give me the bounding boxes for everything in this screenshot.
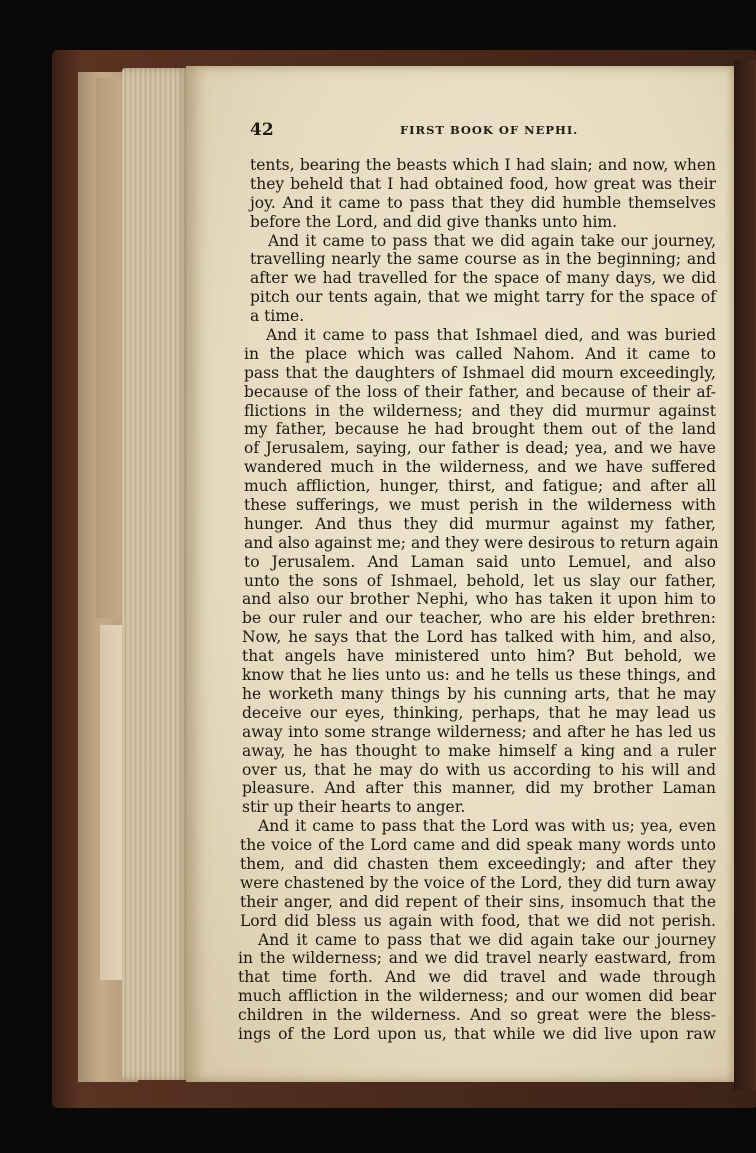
text-line: flictions in the wilderness; and they did murmur against [244, 401, 716, 420]
text-line: before the Lord, and did give thanks unto him. [250, 212, 618, 231]
text-line: tents, bearing the beasts which I had slain; and now, when [250, 156, 716, 174]
text-line: And it came to pass that we did again take our journey [258, 930, 716, 949]
text-line: Now, he says that the Lord has talked with him, and also, [242, 628, 716, 647]
text-line: ings of the Lord upon us, that while we did live upon raw [238, 1024, 716, 1043]
text-line: my father, because he had brought them out of the land [244, 420, 716, 439]
text-line: over us, that he may do with us according to his will and [242, 760, 716, 779]
text-line: stir up their hearts to anger. [242, 798, 466, 817]
text-line: And it came to pass that we did again take our journey, [268, 231, 716, 250]
text-line: children in the wilderness. And so great were the bless- [238, 1006, 716, 1025]
text-line: unto the sons of Ishmael, behold, let us slay our father, [244, 571, 716, 590]
text-line: a time. [250, 307, 305, 326]
text-line: because of the loss of their father, and because of their af- [244, 382, 716, 401]
text-line: deceive our eyes, thinking, perhaps, that he may lead us [242, 703, 716, 722]
text-line: after we had travelled for the space of many days, we did [250, 269, 716, 288]
text-line: that time forth. And we did travel and wade through [238, 968, 716, 987]
text-line: much affliction, hunger, thirst, and fatigue; and after all [244, 477, 716, 496]
text-line: wandered much in the wilderness, and we have suffered [244, 458, 716, 477]
text-line: the voice of the Lord came and did speak many words unto [240, 836, 716, 855]
text-line: in the wilderness; and we did travel nearly eastward, from [238, 949, 716, 968]
running-title: FIRST BOOK OF NEPHI. [400, 123, 579, 137]
text-line: joy. And it came to pass that they did humble themselves [250, 193, 716, 212]
text-line: he worketh many things by his cunning arts, that he may [242, 684, 716, 703]
text-line: of Jerusalem, saying, our father is dead; yea, and we have [244, 439, 716, 458]
text-line: hunger. And thus they did murmur against my father, [244, 514, 716, 533]
text-line: And it came to pass that the Lord was with us; yea, even [258, 817, 716, 836]
text-line: them, and did chasten them exceedingly; and after they [240, 854, 716, 873]
right-cover-edge [734, 60, 756, 1090]
text-line: and also our brother Nephi, who has taken it upon him to [242, 590, 716, 609]
text-line: to Jerusalem. And Laman said unto Lemuel, and also [244, 552, 716, 571]
text-line: know that he lies unto us: and he tells us these things, and [242, 666, 716, 685]
text-line: pleasure. And after this manner, did my brother Laman [242, 779, 716, 798]
text-line: that angels have ministered unto him? But behold, we [242, 647, 716, 666]
text-line: were chastened by the voice of the Lord, they did turn away [240, 873, 716, 892]
text-line: be our ruler and our teacher, who are his elder brethren: [242, 609, 716, 628]
page-edges [122, 68, 190, 1080]
text-line: travelling nearly the same course as in the beginning; and [250, 250, 716, 269]
page-header [250, 120, 720, 140]
text-line: away, he has thought to make himself a king and a ruler [242, 741, 716, 760]
text-line: Lord did bless us again with food, that we did not perish. [240, 911, 716, 930]
page-number: 42 [250, 120, 274, 140]
text-line: pitch our tents again, that we might tarry for the space of [250, 288, 716, 307]
text-line: away into some strange wilderness; and after he has led us [242, 722, 716, 741]
body-text [238, 156, 719, 1044]
text-line: much affliction in the wilderness; and our women did bear [238, 987, 716, 1006]
text-line: in the place which was called Nahom. And it came to [244, 344, 716, 363]
text-line: and also against me; and they were desirous to return again [244, 533, 719, 552]
text-line: they beheld that I had obtained food, how great was their [250, 174, 716, 193]
text-line: their anger, and did repent of their sins, insomuch that the [240, 892, 716, 911]
text-line: And it came to pass that Ishmael died, and was buried [266, 326, 716, 345]
text-line: these sufferings, we must perish in the wilderness with [244, 496, 716, 515]
text-line: pass that the daughters of Ishmael did mourn exceedingly, [244, 363, 716, 382]
